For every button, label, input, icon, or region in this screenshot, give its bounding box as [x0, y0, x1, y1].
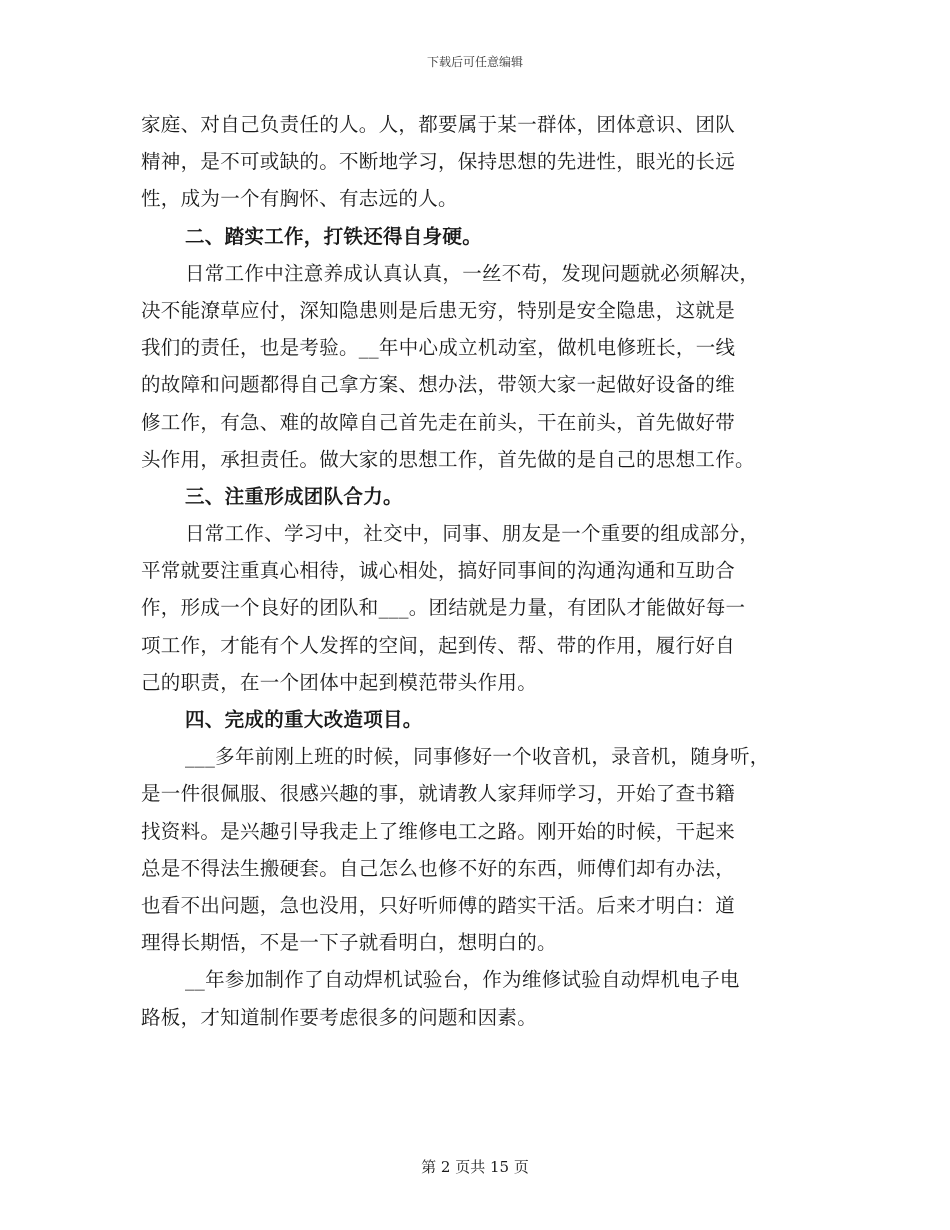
- body-line: 精神，是不可或缺的。不断地学习，保持思想的先进性，眼光的长远: [141, 150, 736, 174]
- section-heading: 三、注重形成团队合力。: [185, 484, 403, 508]
- body-line: 也看不出问题，急也没用，只好听师傅的踏实干活。后来才明白：道: [141, 893, 736, 917]
- body-line: 平常就要注重真心相待，诚心相处，搞好同事间的沟通沟通和互助合: [141, 559, 736, 583]
- paragraph-start-line: 日常工作中注意养成认真认真，一丝不苟，发现问题就必须解决，: [185, 261, 760, 285]
- body-line: 己的职责，在一个团体中起到模范带头作用。: [141, 670, 538, 694]
- document-body: [141, 106, 831, 1036]
- body-line: 的故障和问题都得自己拿方案、想办法，带领大家一起做好设备的维: [141, 373, 736, 397]
- body-line: 总是不得法生搬硬套。自己怎么也修不好的东西，师傅们却有办法，: [141, 856, 736, 880]
- section-heading: 四、完成的重大改造项目。: [185, 708, 423, 731]
- body-line: 性，成为一个有胸怀、有志远的人。: [141, 187, 458, 211]
- body-line: 我们的责任，也是考验。__年中心成立机动室，做机电修班长，一线: [141, 336, 736, 360]
- body-line: 理得长期悟，不是一下子就看明白，想明白的。: [141, 931, 557, 955]
- body-line: 家庭、对自己负责任的人。人，都要属于某一群体，团体意识、团队: [141, 113, 736, 136]
- body-line: 找资料。是兴趣引导我走上了维修电工之路。刚开始的时候，干起来: [141, 819, 736, 843]
- body-line: 作，形成一个良好的团队和___。团结就是力量，有团队才能做好每一: [141, 596, 746, 620]
- paragraph-start-line: ___多年前刚上班的时候，同事修好一个收音机，录音机，随身听，: [185, 745, 770, 769]
- page-header: 下载后可任意编辑: [426, 55, 523, 69]
- section-heading: 二、踏实工作，打铁还得自身硬。: [185, 224, 483, 248]
- paragraph-start-line: __年参加制作了自动焊机试验台，作为维修试验自动焊机电子电: [185, 968, 740, 992]
- body-line: 决不能潦草应付，深知隐患则是后患无穷，特别是安全隐患，这就是: [141, 298, 736, 322]
- page-number-footer: 第 2 页共 15 页: [421, 1158, 529, 1176]
- body-line: 修工作，有急、难的故障自己首先走在前头，干在前头，首先做好带: [141, 410, 736, 434]
- paragraph-start-line: 日常工作、学习中，社交中，同事、朋友是一个重要的组成部分，: [185, 522, 760, 546]
- body-line: 项工作，才能有个人发挥的空间，起到传、帮、带的作用，履行好自: [141, 633, 736, 657]
- body-line: 头作用，承担责任。做大家的思想工作，首先做的是自己的思想工作。: [141, 447, 755, 471]
- body-line: 路板，才知道制作要考虑很多的问题和因素。: [141, 1005, 538, 1029]
- body-line: 是一件很佩服、很感兴趣的事，就请教人家拜师学习，开始了查书籍: [141, 782, 736, 806]
